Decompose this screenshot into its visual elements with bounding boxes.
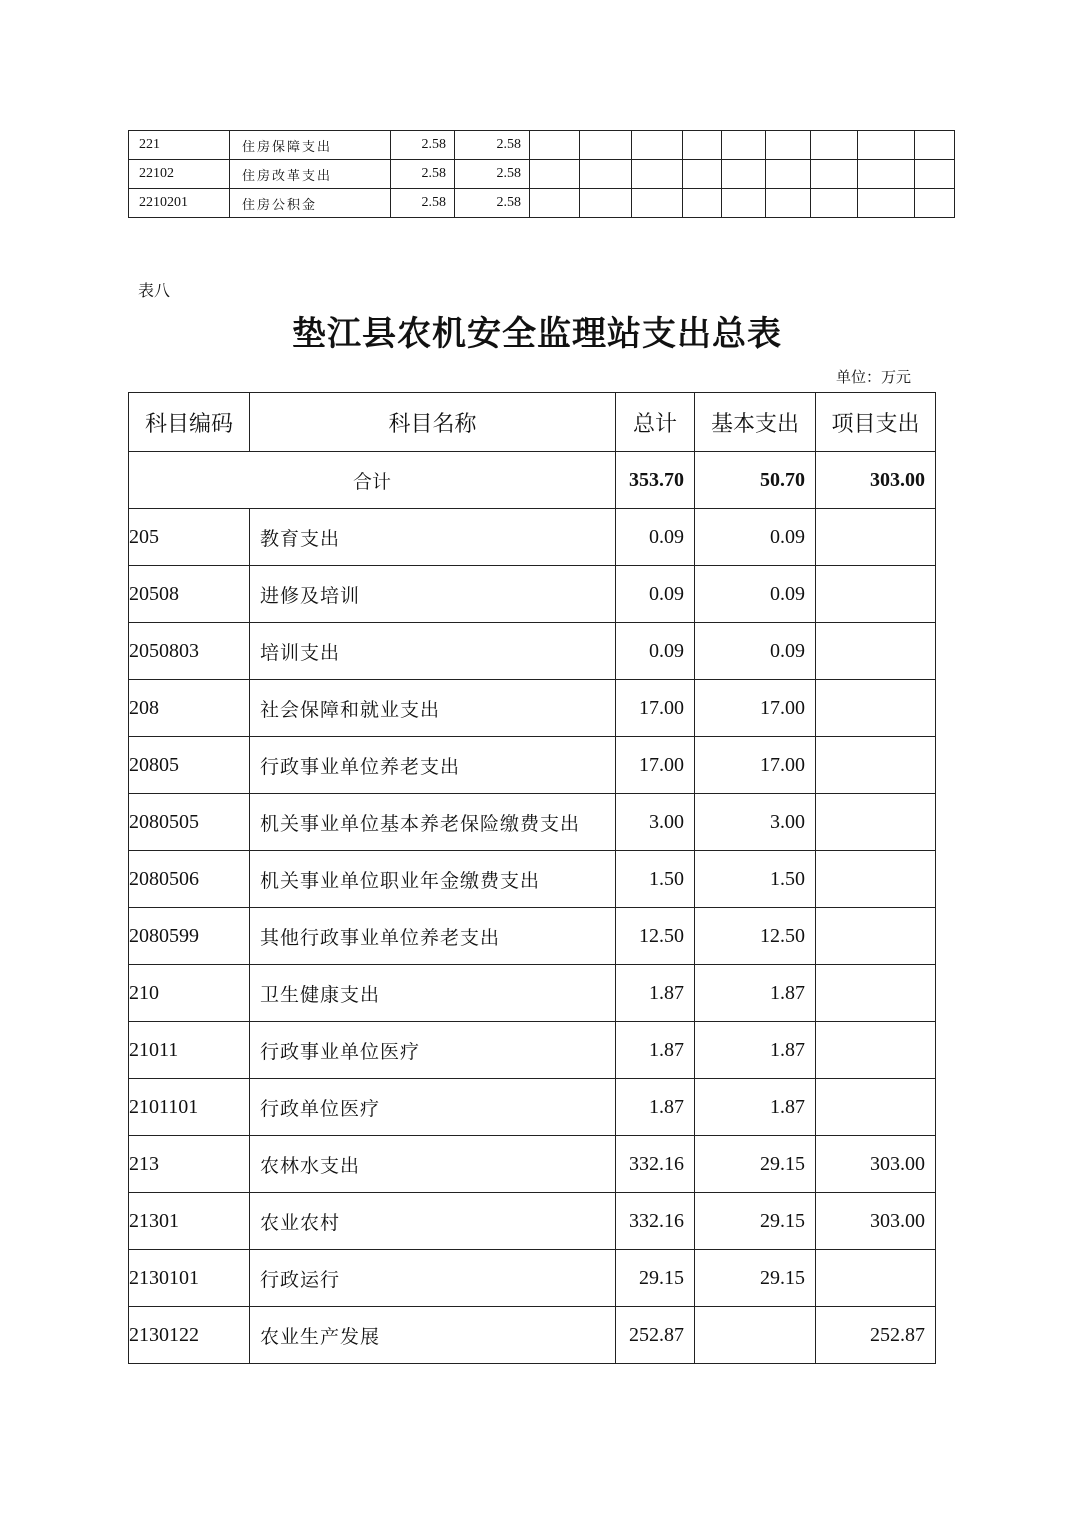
empty-cell — [722, 189, 766, 218]
subject-code: 22102 — [129, 160, 230, 189]
empty-cell — [722, 131, 766, 160]
table-row — [129, 566, 936, 623]
unit-label: 单位：万元 — [836, 368, 912, 386]
amount-cell: 2.58 — [391, 160, 455, 189]
total-cell: 0.09 — [616, 509, 695, 566]
subject-name: 行政运行 — [250, 1250, 616, 1307]
table-row — [129, 189, 955, 218]
project-cell — [816, 794, 936, 851]
subject-code: 208 — [129, 680, 250, 737]
empty-cell — [811, 189, 858, 218]
subject-code: 2130101 — [129, 1250, 250, 1307]
project-cell — [816, 509, 936, 566]
empty-cell — [811, 131, 858, 160]
table-row — [129, 160, 955, 189]
subject-name: 教育支出 — [250, 509, 616, 566]
subject-code: 2080599 — [129, 908, 250, 965]
continued-table — [128, 130, 955, 218]
basic-cell: 1.50 — [695, 851, 816, 908]
project-cell — [816, 737, 936, 794]
total-cell: 1.87 — [616, 965, 695, 1022]
basic-cell: 0.09 — [695, 566, 816, 623]
basic-cell: 17.00 — [695, 737, 816, 794]
empty-cell — [632, 131, 683, 160]
table-row — [129, 794, 936, 851]
subject-name: 社会保障和就业支出 — [250, 680, 616, 737]
total-basic-amount: 50.70 — [695, 452, 816, 509]
basic-cell: 12.50 — [695, 908, 816, 965]
empty-cell — [632, 189, 683, 218]
subject-name: 住房公积金 — [230, 189, 391, 218]
empty-cell — [580, 160, 632, 189]
table-row — [129, 1250, 936, 1307]
empty-cell — [530, 131, 580, 160]
empty-cell — [811, 160, 858, 189]
amount-cell: 2.58 — [391, 189, 455, 218]
total-cell: 1.87 — [616, 1079, 695, 1136]
subject-code: 2080505 — [129, 794, 250, 851]
subject-code: 2101101 — [129, 1079, 250, 1136]
subject-name: 住房保障支出 — [230, 131, 391, 160]
table-row — [129, 680, 936, 737]
basic-cell: 29.15 — [695, 1250, 816, 1307]
total-cell: 17.00 — [616, 680, 695, 737]
empty-cell — [530, 160, 580, 189]
empty-cell — [722, 160, 766, 189]
table-row — [129, 623, 936, 680]
total-cell: 29.15 — [616, 1250, 695, 1307]
subject-name: 行政事业单位养老支出 — [250, 737, 616, 794]
empty-cell — [915, 160, 955, 189]
table-number-label: 表八 — [138, 281, 171, 300]
subject-code: 2210201 — [129, 189, 230, 218]
page-title: 垫江县农机安全监理站支出总表 — [292, 314, 782, 354]
empty-cell — [580, 131, 632, 160]
project-cell — [816, 965, 936, 1022]
subject-code: 221 — [129, 131, 230, 160]
total-label: 合计 — [129, 452, 616, 509]
subject-name: 农业农村 — [250, 1193, 616, 1250]
project-cell — [816, 1079, 936, 1136]
subject-code: 20508 — [129, 566, 250, 623]
total-cell: 1.50 — [616, 851, 695, 908]
basic-cell: 1.87 — [695, 1022, 816, 1079]
subject-code: 20805 — [129, 737, 250, 794]
table-row — [129, 1193, 936, 1250]
subject-name: 行政单位医疗 — [250, 1079, 616, 1136]
table-row — [129, 908, 936, 965]
header-code: 科目编码 — [129, 393, 250, 452]
subject-code: 21011 — [129, 1022, 250, 1079]
empty-cell — [766, 131, 811, 160]
total-row — [129, 452, 936, 509]
header-row — [129, 393, 936, 452]
basic-cell: 0.09 — [695, 623, 816, 680]
subject-code: 2050803 — [129, 623, 250, 680]
total-cell: 0.09 — [616, 623, 695, 680]
amount-cell: 2.58 — [455, 160, 530, 189]
project-cell: 303.00 — [816, 1136, 936, 1193]
table-row — [129, 509, 936, 566]
total-cell: 1.87 — [616, 1022, 695, 1079]
amount-cell: 2.58 — [391, 131, 455, 160]
basic-cell: 17.00 — [695, 680, 816, 737]
total-cell: 252.87 — [616, 1307, 695, 1364]
amount-cell: 2.58 — [455, 189, 530, 218]
basic-cell: 3.00 — [695, 794, 816, 851]
subject-code: 2080506 — [129, 851, 250, 908]
table-row — [129, 1022, 936, 1079]
total-cell: 332.16 — [616, 1136, 695, 1193]
header-basic: 基本支出 — [695, 393, 816, 452]
project-cell: 252.87 — [816, 1307, 936, 1364]
subject-name: 机关事业单位基本养老保险缴费支出 — [250, 794, 616, 851]
expenditure-summary-table — [128, 392, 936, 1364]
subject-name: 农业生产发展 — [250, 1307, 616, 1364]
empty-cell — [858, 131, 915, 160]
subject-code: 213 — [129, 1136, 250, 1193]
empty-cell — [530, 189, 580, 218]
total-cell: 3.00 — [616, 794, 695, 851]
header-project: 项目支出 — [816, 393, 936, 452]
empty-cell — [915, 131, 955, 160]
table-row — [129, 851, 936, 908]
subject-code: 21301 — [129, 1193, 250, 1250]
header-name: 科目名称 — [250, 393, 616, 452]
amount-cell: 2.58 — [455, 131, 530, 160]
empty-cell — [683, 189, 722, 218]
basic-cell: 1.87 — [695, 1079, 816, 1136]
basic-cell: 1.87 — [695, 965, 816, 1022]
empty-cell — [632, 160, 683, 189]
total-cell: 17.00 — [616, 737, 695, 794]
empty-cell — [683, 160, 722, 189]
subject-name: 住房改革支出 — [230, 160, 391, 189]
project-cell — [816, 680, 936, 737]
empty-cell — [858, 160, 915, 189]
subject-name: 农林水支出 — [250, 1136, 616, 1193]
project-cell — [816, 566, 936, 623]
subject-name: 行政事业单位医疗 — [250, 1022, 616, 1079]
project-cell — [816, 1250, 936, 1307]
total-cell: 12.50 — [616, 908, 695, 965]
subject-code: 210 — [129, 965, 250, 1022]
header-total: 总计 — [616, 393, 695, 452]
empty-cell — [683, 131, 722, 160]
total-project-amount: 303.00 — [816, 452, 936, 509]
project-cell — [816, 1022, 936, 1079]
table-row — [129, 1307, 936, 1364]
project-cell — [816, 851, 936, 908]
empty-cell — [580, 189, 632, 218]
basic-cell: 29.15 — [695, 1136, 816, 1193]
subject-name: 培训支出 — [250, 623, 616, 680]
empty-cell — [766, 189, 811, 218]
empty-cell — [858, 189, 915, 218]
total-amount: 353.70 — [616, 452, 695, 509]
table-row — [129, 965, 936, 1022]
subject-code: 2130122 — [129, 1307, 250, 1364]
project-cell — [816, 623, 936, 680]
expenditure-table-body — [129, 452, 936, 1364]
basic-cell: 29.15 — [695, 1193, 816, 1250]
total-cell: 0.09 — [616, 566, 695, 623]
table-row — [129, 131, 955, 160]
subject-name: 其他行政事业单位养老支出 — [250, 908, 616, 965]
subject-name: 机关事业单位职业年金缴费支出 — [250, 851, 616, 908]
project-cell: 303.00 — [816, 1193, 936, 1250]
table-row — [129, 737, 936, 794]
empty-cell — [766, 160, 811, 189]
basic-cell: 0.09 — [695, 509, 816, 566]
table-row — [129, 1079, 936, 1136]
table-row — [129, 1136, 936, 1193]
subject-name: 卫生健康支出 — [250, 965, 616, 1022]
empty-cell — [915, 189, 955, 218]
basic-cell — [695, 1307, 816, 1364]
project-cell — [816, 908, 936, 965]
subject-name: 进修及培训 — [250, 566, 616, 623]
subject-code: 205 — [129, 509, 250, 566]
continued-table-body — [129, 131, 955, 218]
total-cell: 332.16 — [616, 1193, 695, 1250]
